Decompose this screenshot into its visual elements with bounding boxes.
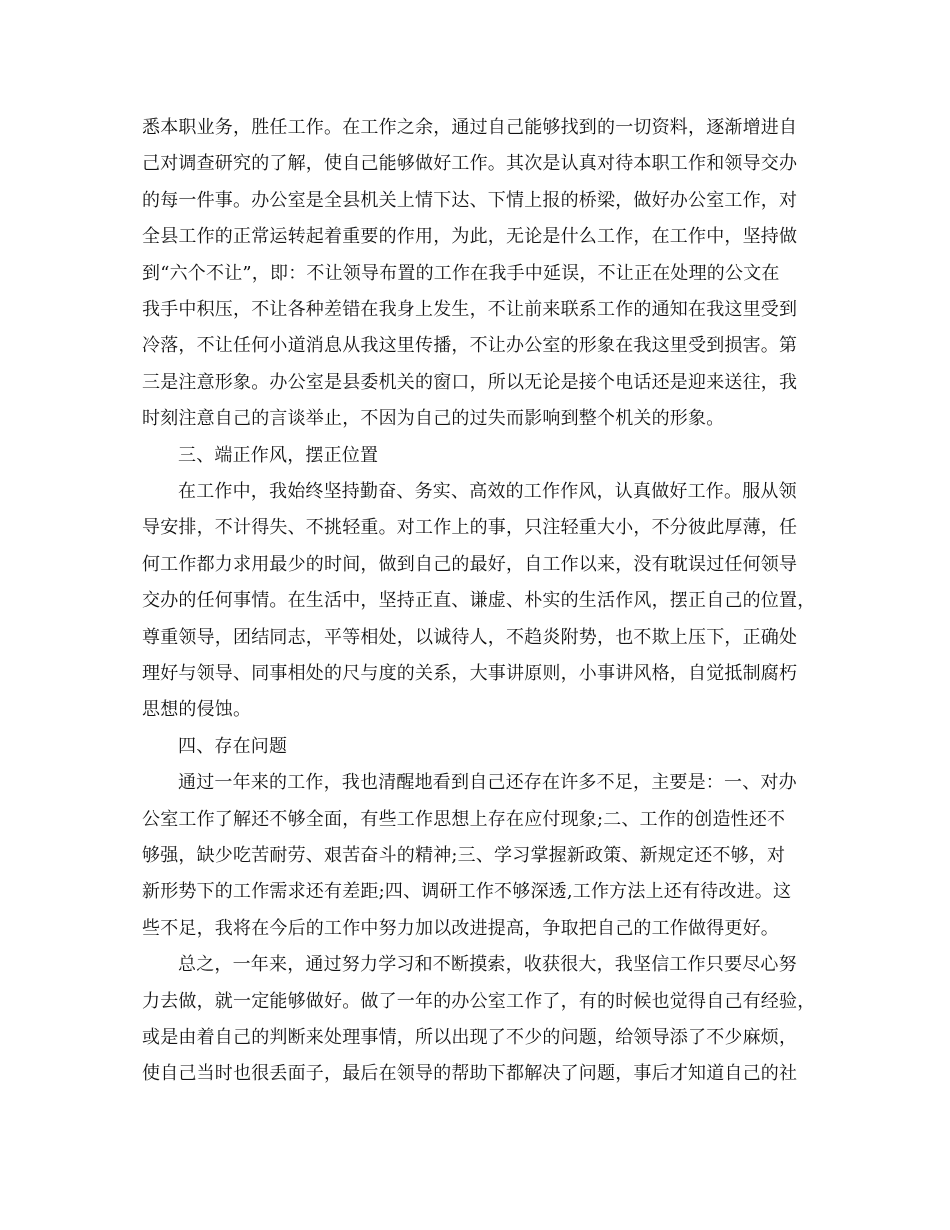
text-line: 时刻注意自己的言谈举止，不因为自己的过失而影响到整个机关的形象。: [142, 408, 725, 429]
text-line: 何工作都力求用最少的时间，做到自己的最好，自工作以来，没有耽误过任何领导: [142, 554, 798, 575]
text-line: 悉本职业务，胜任工作。在工作之余，通过自己能够找到的一切资料，逐渐增进自: [142, 117, 798, 138]
text-line: 己对调查研究的了解，使自己能够做好工作。其次是认真对待本职工作和领导交办: [142, 153, 798, 174]
text-line: 交办的任何事情。在生活中，坚持正直、谦虚、朴实的生活作风，摆正自己的位置，: [142, 590, 816, 611]
text-line: 的每一件事。办公室是全县机关上情下达、下情上报的桥梁，做好办公室工作，对: [142, 190, 798, 211]
text-line: 总之，一年来，通过努力学习和不断摸索，收获很大，我坚信工作只要尽心努: [178, 954, 797, 975]
text-line: 些不足，我将在今后的工作中努力加以改进提高，争取把自己的工作做得更好。: [142, 918, 779, 939]
text-line: 通过一年来的工作，我也清醒地看到自己还存在许多不足，主要是：一、对办: [178, 772, 797, 793]
text-line: 够强，缺少吃苦耐劳、艰苦奋斗的精神;三、学习掌握新政策、新规定还不够，对: [142, 845, 786, 866]
section-heading: 三、端正作风，摆正位置: [178, 445, 379, 466]
text-line: 公室工作了解还不够全面，有些工作思想上存在应付现象;二、工作的创造性还不: [142, 809, 786, 830]
text-line: 或是由着自己的判断来处理事情，所以出现了不少的问题，给领导添了不少麻烦，: [142, 1027, 798, 1048]
text-line: 尊重领导，团结同志，平等相处，以诚待人，不趋炎附势，也不欺上压下，正确处: [142, 627, 798, 648]
text-line: 全县工作的正常运转起着重要的作用，为此，无论是什么工作，在工作中，坚持做: [142, 226, 798, 247]
text-line: 理好与领导、同事相处的尺与度的关系，大事讲原则，小事讲风格，自觉抵制腐朽: [142, 663, 798, 684]
text-line: 力去做，就一定能够做好。做了一年的办公室工作了，有的时候也觉得自己有经验，: [142, 991, 816, 1012]
section-heading: 四、存在问题: [178, 736, 288, 757]
text-line: 导安排，不计得失、不挑轻重。对工作上的事，只注轻重大小，不分彼此厚薄，任: [142, 517, 798, 538]
text-line: 使自己当时也很丢面子，最后在领导的帮助下都解决了问题，事后才知道自己的社: [142, 1063, 798, 1084]
text-line: 新形势下的工作需求还有差距;四、调研工作不够深透,工作方法上还有待改进。这: [142, 881, 792, 902]
text-line: 在工作中，我始终坚持勤奋、务实、高效的工作作风，认真做好工作。服从领: [178, 481, 797, 502]
text-line: 三是注意形象。办公室是县委机关的窗口，所以无论是接个电话还是迎来送往，我: [142, 372, 798, 393]
text-line: 冷落，不让任何小道消息从我这里传播，不让办公室的形象在我这里受到损害。第: [142, 335, 798, 356]
text-line: 到“六个不让”，即：不让领导布置的工作在我手中延误，不让正在处理的公文在: [142, 263, 780, 284]
text-line: 思想的侵蚀。: [142, 699, 252, 720]
text-line: 我手中积压，不让各种差错在我身上发生，不让前来联系工作的通知在我这里受到: [142, 299, 798, 320]
